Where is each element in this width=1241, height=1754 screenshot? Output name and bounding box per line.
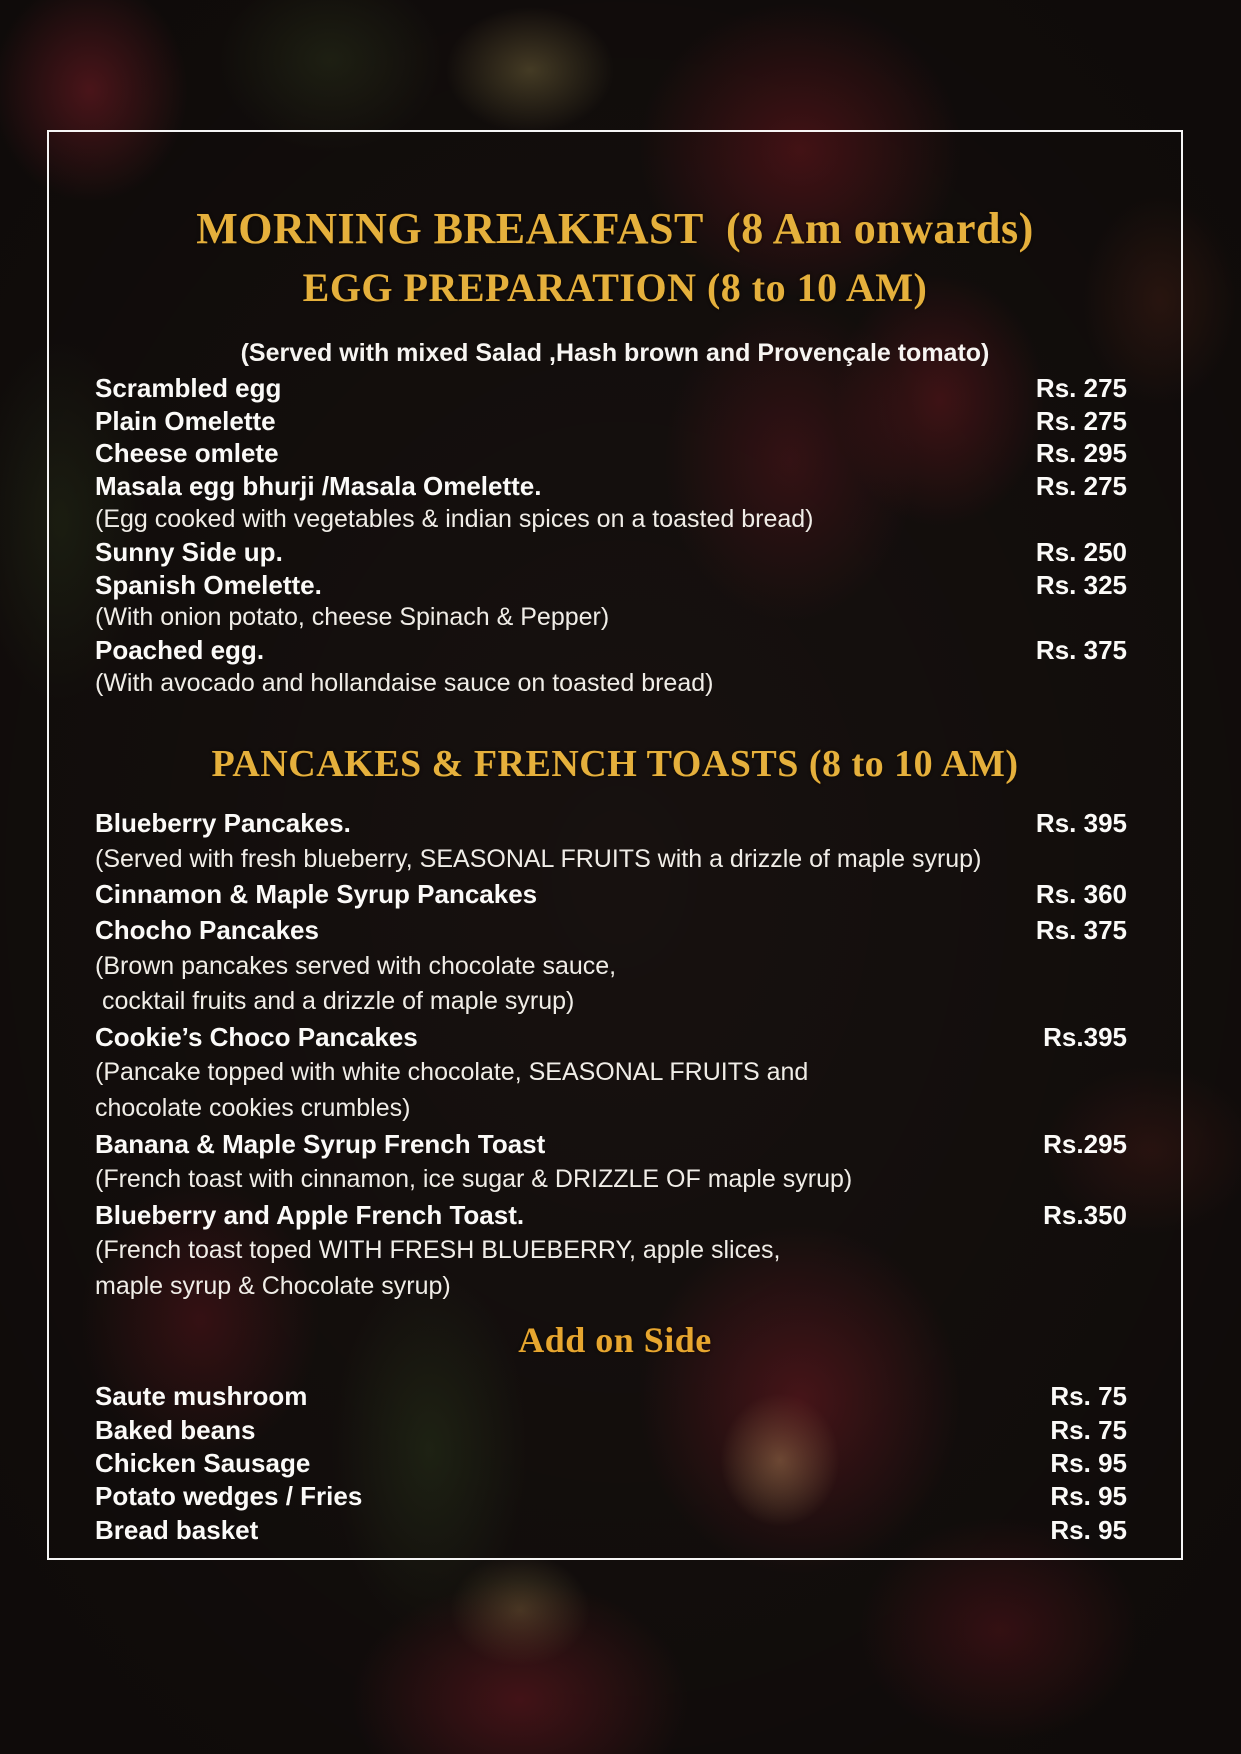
item-name: Potato wedges / Fries	[95, 1481, 363, 1512]
addon-section-list	[95, 1380, 1127, 1547]
item-price: Rs. 275	[1035, 471, 1127, 502]
item-description: (With avocado and hollandaise sauce on toasted bread)	[95, 669, 714, 698]
menu-item-row	[95, 1126, 1127, 1162]
menu-item-row	[95, 438, 1127, 471]
item-price: Rs. 250	[1035, 536, 1127, 567]
menu-item-row	[95, 405, 1127, 438]
item-name: Cheese omlete	[95, 438, 279, 469]
item-description: (Egg cooked with vegetables & indian spices on a toasted bread)	[95, 505, 814, 534]
item-name: Spanish Omelette.	[95, 569, 322, 600]
menu-title: MORNING BREAKFAST (8 Am onwards)	[196, 204, 1034, 253]
item-price: Rs. 95	[1050, 1514, 1127, 1545]
item-name: Scrambled egg	[95, 372, 282, 403]
menu-item-row	[95, 1413, 1127, 1446]
item-name: Poached egg.	[95, 635, 265, 666]
egg-section-list	[95, 372, 1127, 700]
item-price: Rs.350	[1043, 1199, 1127, 1230]
menu-item-row	[95, 877, 1127, 913]
item-name: Chocho Pancakes	[95, 915, 319, 946]
item-price: Rs. 75	[1050, 1381, 1127, 1412]
item-price: Rs. 325	[1035, 569, 1127, 600]
egg-section-note: (Served with mixed Salad ,Hash brown and Provençale tomato)	[240, 339, 990, 367]
menu-item-row	[95, 536, 1127, 569]
menu-item-row	[95, 1447, 1127, 1480]
pancakes-section-heading: PANCAKES & FRENCH TOASTS (8 to 10 AM)	[211, 743, 1019, 785]
menu-item-row	[95, 1480, 1127, 1513]
item-price: Rs. 75	[1050, 1414, 1127, 1445]
item-name: Bread basket	[95, 1514, 259, 1545]
item-price: Rs.395	[1043, 1021, 1127, 1052]
item-name: Blueberry Pancakes.	[95, 808, 351, 839]
item-name: Chicken Sausage	[95, 1447, 311, 1478]
egg-section-heading: EGG PREPARATION (8 to 10 AM)	[302, 265, 928, 310]
item-name: Sunny Side up.	[95, 536, 283, 567]
item-price: Rs. 395	[1035, 808, 1127, 839]
item-name: Saute mushroom	[95, 1381, 308, 1412]
item-name: Cinnamon & Maple Syrup Pancakes	[95, 879, 538, 910]
menu-item-row	[95, 372, 1127, 405]
item-description: (With onion potato, cheese Spinach & Pepper)	[95, 603, 610, 632]
menu-item-row	[95, 634, 1127, 667]
item-price: Rs. 95	[1050, 1447, 1127, 1478]
item-price: Rs. 275	[1035, 405, 1127, 436]
item-description: maple syrup & Chocolate syrup)	[95, 1272, 451, 1301]
item-name: Blueberry and Apple French Toast.	[95, 1199, 525, 1230]
item-description: (Served with fresh blueberry, SEASONAL FRUITS with a drizzle of maple syrup)	[95, 844, 982, 873]
item-price: Rs. 360	[1035, 879, 1127, 910]
item-name: Banana & Maple Syrup French Toast	[95, 1128, 546, 1159]
item-name: Masala egg bhurji /Masala Omelette.	[95, 471, 542, 502]
menu-item-row	[95, 1020, 1127, 1056]
item-price: Rs.295	[1043, 1128, 1127, 1159]
pancakes-section-list	[95, 806, 1127, 1304]
menu-item-row	[95, 569, 1127, 602]
item-price: Rs. 95	[1050, 1481, 1127, 1512]
menu-item-row	[95, 1380, 1127, 1413]
item-description: (Brown pancakes served with chocolate sauce,	[95, 951, 617, 980]
item-price: Rs. 375	[1035, 635, 1127, 666]
menu-item-row	[95, 470, 1127, 503]
item-name: Baked beans	[95, 1414, 256, 1445]
menu-item-row	[95, 913, 1127, 949]
item-name: Plain Omelette	[95, 405, 276, 436]
item-description: (French toast toped WITH FRESH BLUEBERRY, apple slices,	[95, 1236, 781, 1265]
addon-section-heading: Add on Side	[518, 1320, 712, 1360]
item-price: Rs. 275	[1035, 372, 1127, 403]
item-name: Cookie’s Choco Pancakes	[95, 1021, 418, 1052]
item-description: (Pancake topped with white chocolate, SEASONAL FRUITS and	[95, 1058, 809, 1087]
menu-item-row	[95, 1198, 1127, 1234]
item-price: Rs. 375	[1035, 915, 1127, 946]
menu-item-row	[95, 806, 1127, 842]
item-description: cocktail fruits and a drizzle of maple syrup)	[95, 987, 575, 1016]
menu-item-row	[95, 1514, 1127, 1547]
item-description: (French toast with cinnamon, ice sugar & DRIZZLE OF maple syrup)	[95, 1165, 853, 1194]
item-description: chocolate cookies crumbles)	[95, 1094, 411, 1123]
item-price: Rs. 295	[1035, 438, 1127, 469]
